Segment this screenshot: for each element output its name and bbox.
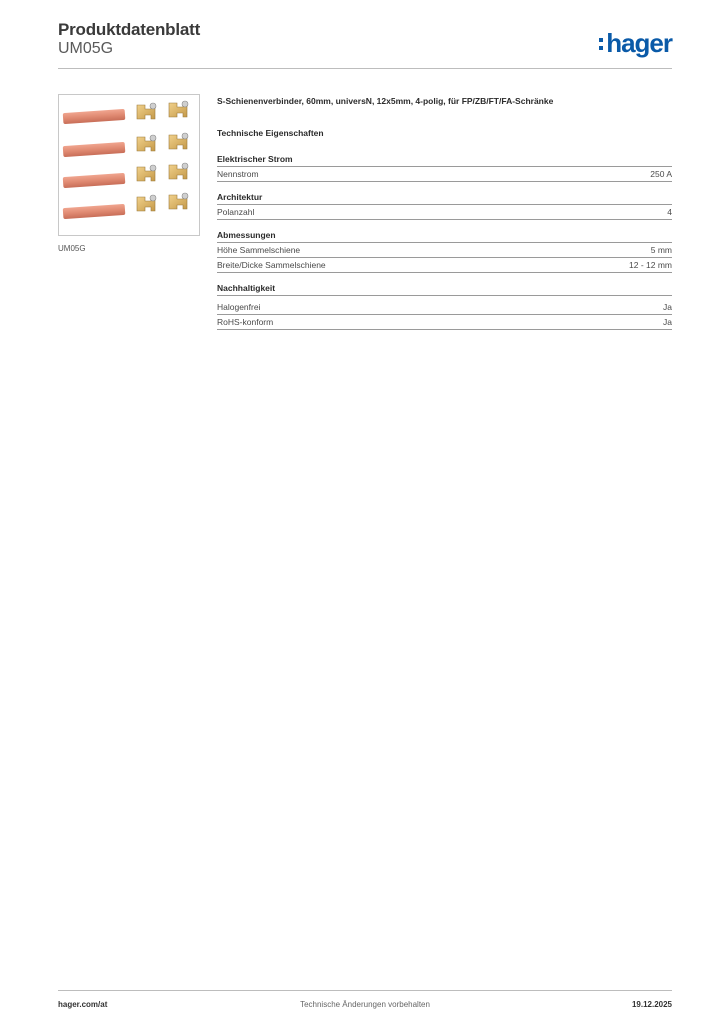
page-footer xyxy=(58,990,672,1013)
document-date: 19.12.2025 xyxy=(631,1000,672,1009)
spec-row xyxy=(217,205,672,220)
spec-label: Höhe Sammelschiene xyxy=(217,245,301,255)
spec-group-architektur xyxy=(217,192,672,220)
product-image xyxy=(58,94,200,236)
spec-value: 250 A xyxy=(650,169,672,179)
logo-dots-icon xyxy=(599,34,603,54)
spec-label: Polanzahl xyxy=(217,207,255,217)
spec-label: Nennstrom xyxy=(217,169,259,179)
document-title: Produktdatenblatt xyxy=(58,20,201,39)
image-caption: UM05G xyxy=(58,244,86,253)
website-link[interactable]: hager.com/at xyxy=(58,1000,108,1009)
product-code: UM05G xyxy=(58,40,114,57)
copper-busbar xyxy=(63,109,126,219)
spec-value: 4 xyxy=(667,207,672,217)
brass-clamp xyxy=(137,101,188,211)
spec-row xyxy=(217,243,672,258)
spec-value: Ja xyxy=(663,302,672,312)
spec-group-nachhaltigkeit xyxy=(217,283,672,330)
spec-group-title: Elektrischer Strom xyxy=(217,154,672,167)
spec-value: 12 - 12 mm xyxy=(629,260,672,270)
spec-group-elektrischer-strom xyxy=(217,154,672,182)
page-header xyxy=(58,20,672,69)
logo-text: hager xyxy=(606,28,672,58)
spec-group-title: Abmessungen xyxy=(217,230,672,243)
busbar-and-clamps-image xyxy=(59,95,199,235)
hager-logo xyxy=(599,28,672,59)
section-title: Technische Eigenschaften xyxy=(217,128,324,138)
product-description: S-Schienenverbinder, 60mm, universN, 12x5mm, 4-polig, für FP/ZB/FT/FA-Schränke xyxy=(217,96,554,106)
spec-label: Breite/Dicke Sammelschiene xyxy=(217,260,326,270)
spec-row xyxy=(217,167,672,182)
spec-group-abmessungen xyxy=(217,230,672,273)
spec-row xyxy=(217,300,672,315)
spec-row xyxy=(217,315,672,330)
spec-value: Ja xyxy=(663,317,672,327)
spec-group-title: Architektur xyxy=(217,192,672,205)
spec-label: RoHS-konform xyxy=(217,317,274,327)
product-details xyxy=(217,96,672,340)
disclaimer-text: Technische Änderungen vorbehalten xyxy=(300,1000,430,1009)
spec-row xyxy=(217,258,672,273)
spec-value: 5 mm xyxy=(650,245,672,255)
spec-label: Halogenfrei xyxy=(217,302,261,312)
spec-group-title: Nachhaltigkeit xyxy=(217,283,672,296)
